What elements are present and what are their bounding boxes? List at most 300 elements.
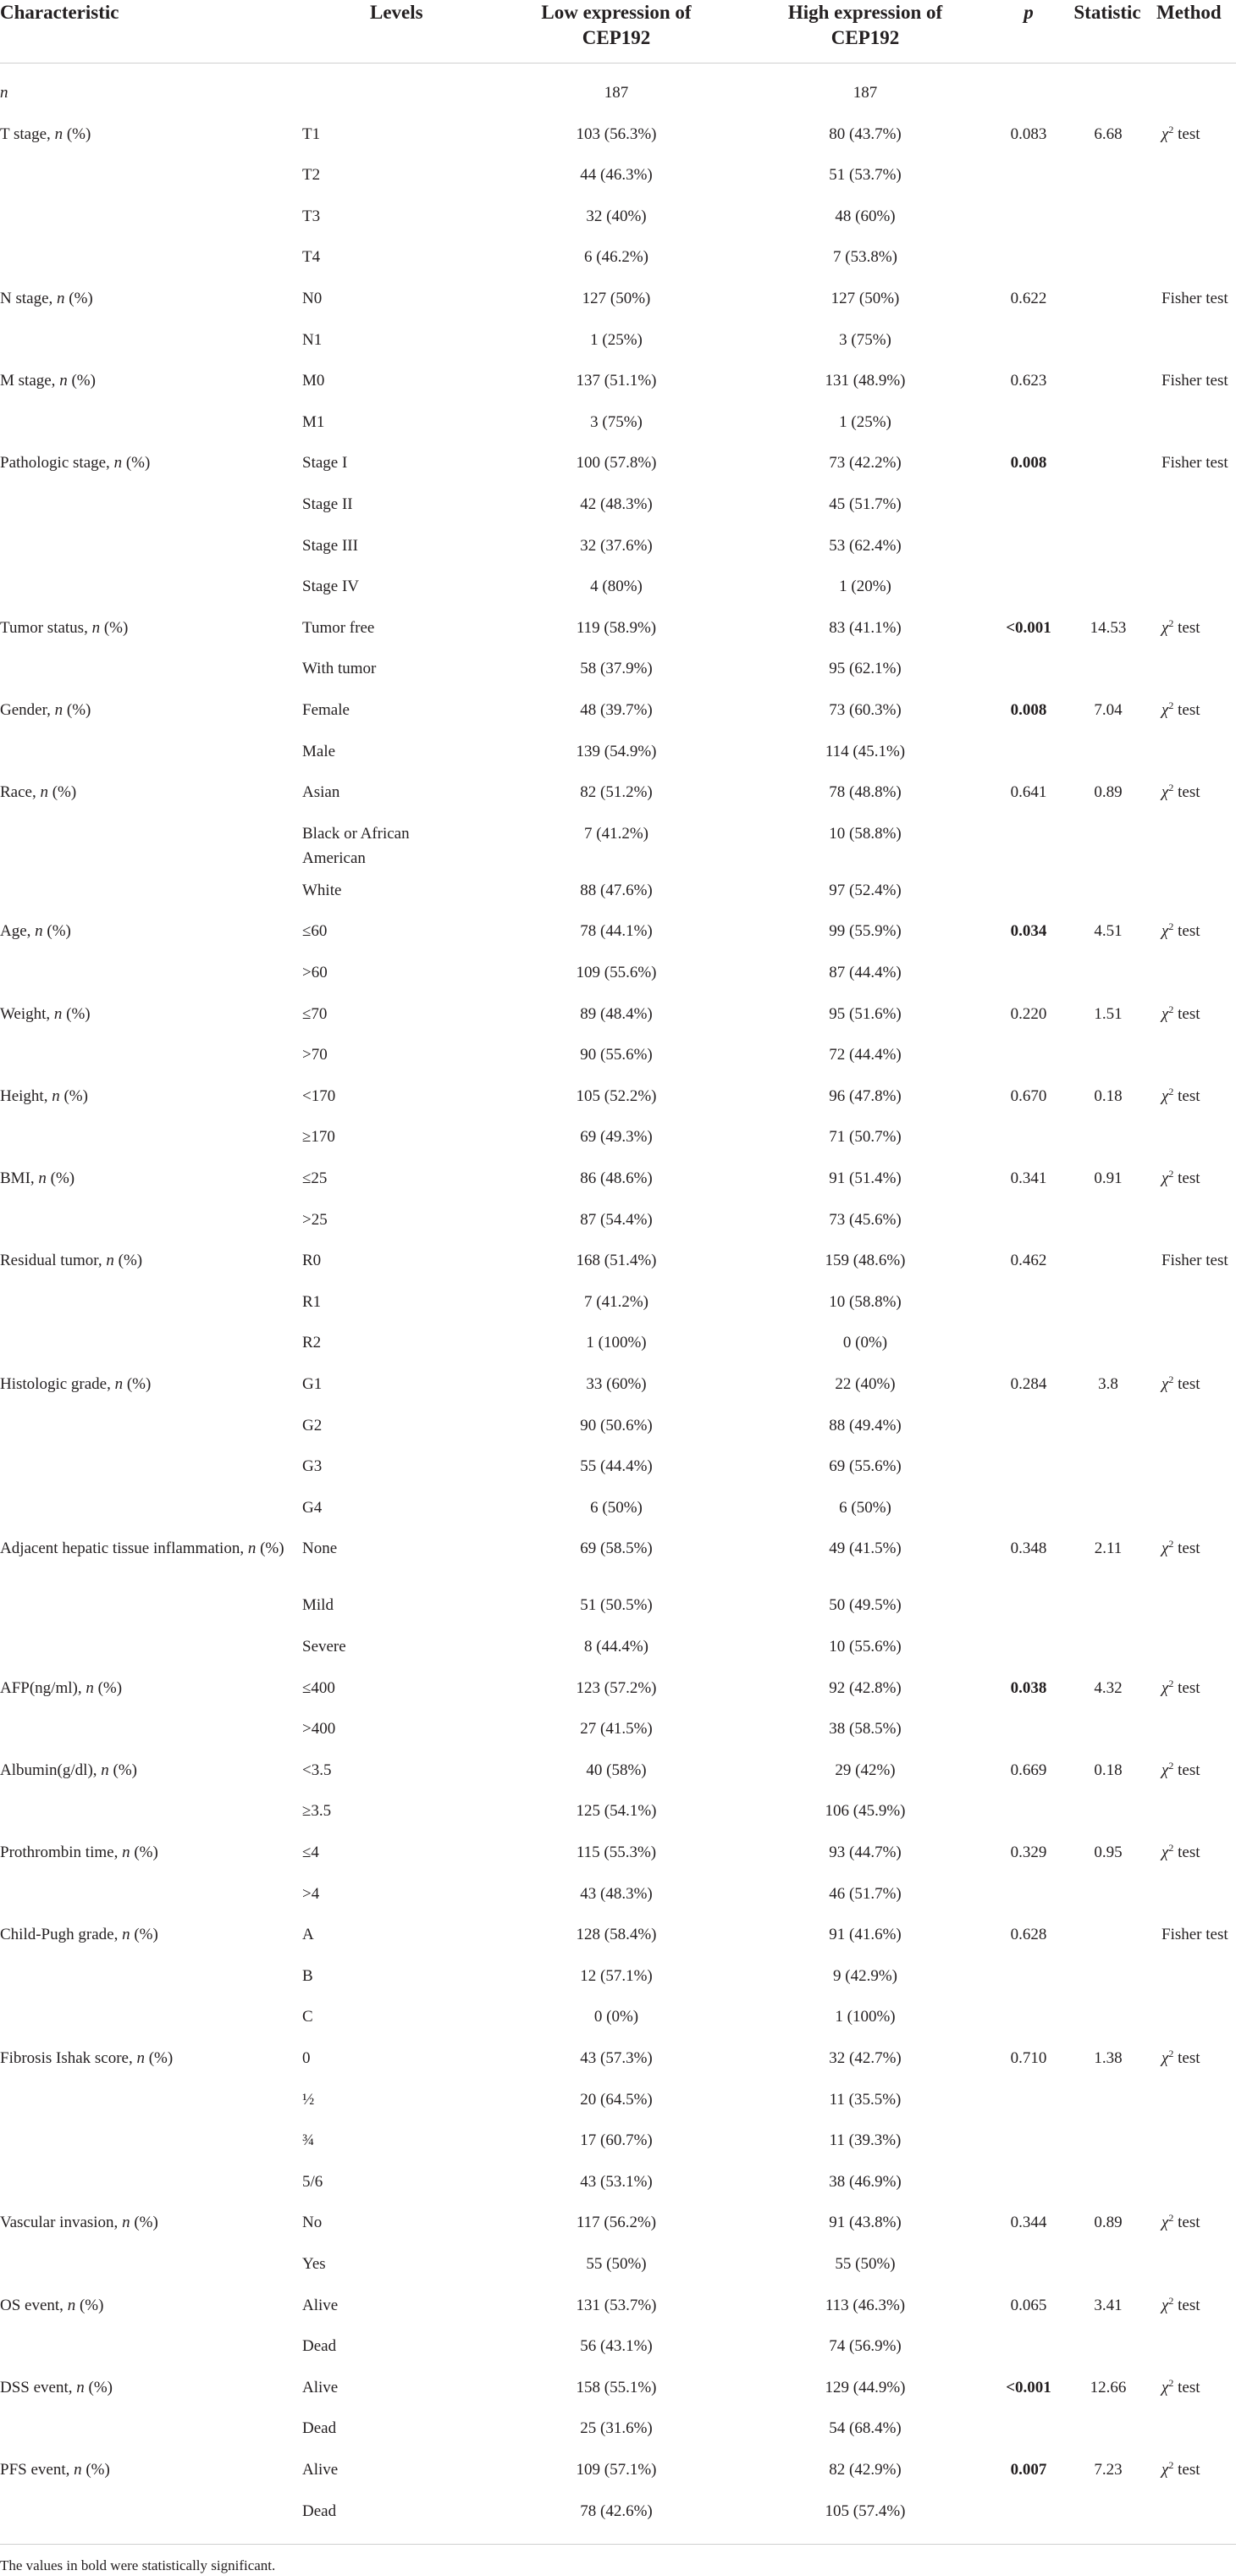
superscript-two: 2: [1168, 1085, 1174, 1097]
table-row: [0, 780, 1236, 821]
cell-level: Stage IV: [302, 578, 360, 596]
cell-level: Tumor free: [302, 618, 375, 637]
cell-high-expression: 88 (49.4%): [829, 1416, 902, 1434]
cell-statistic: 4.32: [1094, 1678, 1123, 1697]
method-label: test: [1173, 783, 1200, 802]
cell-p-value: 0.622: [1010, 290, 1047, 307]
cell-characteristic: [0, 2457, 292, 2482]
cell-statistic: 0.91: [1094, 1169, 1123, 1187]
cell-method: [1162, 2210, 1236, 2235]
cell-level: T4: [302, 248, 321, 267]
cell-low-expression: 105 (52.2%): [576, 1086, 657, 1105]
cell-p-value: 0.623: [1010, 372, 1047, 390]
cell-high-expression: 92 (42.8%): [829, 1678, 902, 1697]
bottom-rule: [0, 2544, 1236, 2545]
cell-characteristic: [0, 919, 292, 943]
cell-low-expression: 55 (50%): [586, 2255, 647, 2273]
cell-low-expression: 3 (75%): [590, 412, 643, 431]
characteristic-label: AFP(ng/ml),: [0, 1678, 86, 1697]
cell-high-expression: 71 (50.7%): [829, 1128, 902, 1147]
cell-characteristic: [0, 1084, 292, 1108]
cell-low-expression: 103 (56.3%): [576, 124, 657, 143]
cell-statistic: 7.23: [1094, 2461, 1123, 2479]
percent-suffix: (%): [144, 2049, 174, 2067]
cell-statistic: 1.51: [1094, 1004, 1123, 1023]
n-symbol: n: [40, 783, 48, 802]
cell-method: [1162, 1002, 1236, 1026]
cell-high-expression: 97 (52.4%): [829, 881, 902, 899]
percent-suffix: (%): [123, 1375, 152, 1393]
percent-suffix: (%): [130, 1926, 158, 1944]
table-row: [0, 2334, 1236, 2375]
cell-low-expression: 78 (44.1%): [580, 922, 653, 941]
method-label: test: [1173, 1844, 1200, 1861]
superscript-two: 2: [1168, 2459, 1174, 2471]
cell-p-value: <0.001: [1006, 618, 1051, 637]
cell-level: ≤70: [302, 1004, 328, 1023]
table-row: [0, 1840, 1236, 1882]
method-label: test: [1173, 1004, 1200, 1023]
cell-low-expression: 40 (58%): [586, 1761, 647, 1779]
n-symbol: n: [91, 618, 101, 637]
cell-level: 0: [302, 2049, 311, 2067]
cell-low-expression: 58 (37.9%): [580, 660, 653, 678]
cell-high-expression: 11 (35.5%): [829, 2090, 902, 2109]
cell-level: B: [302, 1966, 313, 1985]
cell-characteristic: [0, 1166, 292, 1191]
cell-level: <3.5: [302, 1761, 332, 1779]
cell-level: >70: [302, 1046, 328, 1064]
cell-p-value: 0.344: [1010, 2214, 1047, 2232]
cell-level: Black or African American: [302, 824, 410, 867]
cell-method: [1162, 122, 1236, 146]
cell-level: Female: [302, 701, 350, 719]
cell-method: Fisher test: [1162, 290, 1228, 307]
percent-suffix: (%): [67, 372, 96, 390]
cell-p-value: 0.284: [1010, 1375, 1047, 1393]
cell-p-value: 0.034: [1010, 922, 1047, 941]
cell-high-expression: 74 (56.9%): [829, 2337, 902, 2356]
cell-high-expression: 53 (62.4%): [829, 536, 902, 555]
characteristic-label: Weight,: [0, 1004, 54, 1023]
chi-symbol: χ: [1162, 1375, 1169, 1393]
table-row: [0, 919, 1236, 960]
cell-high-expression: 29 (42%): [835, 1761, 896, 1779]
table-row: [0, 1758, 1236, 1799]
cell-high-expression: 91 (51.4%): [829, 1169, 902, 1187]
table-row: [0, 2210, 1236, 2252]
characteristic-label: Pathologic stage,: [0, 454, 114, 473]
table-row: [0, 492, 1236, 533]
cell-high-expression: 113 (46.3%): [825, 2296, 906, 2314]
n-symbol: n: [74, 2461, 82, 2479]
cell-p-value: 0.007: [1010, 2461, 1047, 2479]
table-row: [0, 1125, 1236, 1166]
n-symbol: n: [122, 1926, 130, 1944]
cell-level: R0: [302, 1252, 322, 1270]
cell-low-expression: 32 (40%): [586, 207, 647, 225]
cell-high-expression: 9 (42.9%): [833, 1966, 897, 1985]
cell-high-expression: 83 (41.1%): [829, 618, 902, 637]
cell-high-expression: 0 (0%): [842, 1334, 888, 1352]
n-symbol: n: [59, 372, 68, 390]
cell-low-expression: 90 (55.6%): [580, 1046, 653, 1064]
cell-p-value: 0.641: [1010, 783, 1047, 802]
chi-symbol: χ: [1162, 922, 1169, 941]
cell-low-expression: 44 (46.3%): [580, 166, 653, 185]
cell-low-expression: 6 (46.2%): [584, 248, 648, 267]
cell-low-expression: 127 (50%): [582, 290, 651, 307]
method-label: test: [1173, 701, 1200, 719]
characteristic-label: Residual tumor,: [0, 1252, 107, 1270]
percent-suffix: (%): [100, 618, 129, 637]
table-row: [0, 1799, 1236, 1840]
percent-suffix: (%): [81, 2461, 110, 2479]
table-row: [0, 2293, 1236, 2335]
cell-low-expression: 56 (43.1%): [580, 2337, 653, 2356]
cell-high-expression: 49 (41.5%): [829, 1540, 902, 1558]
cell-low-expression: 123 (57.2%): [576, 1678, 657, 1697]
table-row: [0, 739, 1236, 781]
cell-level: A: [302, 1926, 314, 1944]
characteristic-label: BMI,: [0, 1169, 39, 1187]
cell-high-expression: 99 (55.9%): [829, 922, 902, 941]
cell-low-expression: 78 (42.6%): [580, 2501, 653, 2520]
n-symbol: n: [113, 454, 123, 473]
table-row: [0, 1882, 1236, 1923]
cell-high-expression: 187: [853, 84, 878, 102]
cell-method: [1162, 2293, 1236, 2318]
cell-low-expression: 128 (58.4%): [576, 1926, 657, 1944]
cell-low-expression: 89 (48.4%): [580, 1004, 653, 1023]
cell-statistic: 2.11: [1094, 1540, 1123, 1558]
cell-low-expression: 125 (54.1%): [576, 1802, 657, 1821]
cell-statistic: 12.66: [1090, 2378, 1127, 2396]
n-symbol: n: [67, 2296, 76, 2314]
chi-symbol: χ: [1162, 2296, 1169, 2314]
cell-high-expression: 1 (100%): [835, 2008, 896, 2026]
cell-method: [1162, 1166, 1236, 1191]
cell-level: ≥170: [302, 1128, 335, 1147]
cell-characteristic: [0, 1372, 292, 1396]
method-label: test: [1173, 2461, 1200, 2479]
superscript-two: 2: [1168, 2048, 1174, 2059]
cell-p-value: 0.083: [1010, 124, 1047, 143]
cell-high-expression: 105 (57.4%): [825, 2501, 906, 2520]
n-symbol: n: [114, 1375, 124, 1393]
method-label: test: [1173, 1086, 1200, 1105]
cell-high-expression: 87 (44.4%): [829, 964, 902, 981]
header-characteristic: Characteristic: [0, 2, 119, 23]
table-row: [0, 328, 1236, 369]
cell-low-expression: 55 (44.4%): [580, 1457, 653, 1476]
method-label: test: [1173, 2296, 1200, 2314]
n-symbol: n: [247, 1540, 257, 1558]
header-high-line2: CEP192: [830, 27, 900, 48]
superscript-two: 2: [1168, 1003, 1174, 1015]
table-row: [0, 656, 1236, 698]
cell-low-expression: 115 (55.3%): [576, 1844, 657, 1861]
cell-low-expression: 1 (25%): [590, 330, 643, 349]
percent-suffix: (%): [122, 454, 151, 473]
table-row: [0, 1495, 1236, 1537]
percent-suffix: (%): [75, 2296, 104, 2314]
superscript-two: 2: [1168, 2294, 1174, 2307]
chi-symbol: χ: [1162, 2461, 1169, 2479]
n-symbol: n: [122, 1844, 130, 1861]
cell-characteristic: [0, 286, 292, 311]
cell-level: Asian: [302, 783, 340, 802]
percent-suffix: (%): [108, 1761, 138, 1779]
cell-method: [1162, 2457, 1236, 2482]
cell-low-expression: 27 (41.5%): [580, 1720, 653, 1739]
characteristic-label: Adjacent hepatic tissue inflammation,: [0, 1540, 248, 1558]
table-row: [0, 2252, 1236, 2293]
cell-low-expression: 42 (48.3%): [580, 495, 653, 513]
cell-low-expression: 117 (56.2%): [576, 2214, 657, 2232]
superscript-two: 2: [1168, 1374, 1174, 1385]
cell-statistic: 4.51: [1094, 922, 1123, 941]
cell-method: Fisher test: [1162, 1252, 1228, 1270]
cell-level: No: [302, 2214, 323, 2232]
method-label: test: [1173, 1678, 1200, 1697]
cell-high-expression: 73 (42.2%): [829, 454, 902, 473]
cell-method: [1162, 1084, 1236, 1108]
cell-level: Male: [302, 742, 336, 760]
method-label: test: [1173, 2378, 1200, 2396]
cell-method: [1162, 1676, 1236, 1700]
cell-level: T2: [302, 166, 321, 185]
cell-level: R1: [302, 1292, 322, 1311]
cell-level: ≤60: [302, 922, 328, 941]
cell-characteristic: [0, 368, 292, 393]
cell-low-expression: 109 (55.6%): [576, 964, 657, 981]
n-symbol: n: [57, 290, 65, 307]
cell-level: >400: [302, 1720, 336, 1739]
characteristic-label: Height,: [0, 1086, 52, 1105]
characteristic-label: DSS event,: [0, 2378, 77, 2396]
cell-method: Fisher test: [1162, 372, 1228, 390]
cell-high-expression: 50 (49.5%): [829, 1596, 902, 1615]
table-row: [0, 2128, 1236, 2170]
cell-level: ≥3.5: [302, 1802, 332, 1821]
characteristic-label: Gender,: [0, 701, 55, 719]
table-row: [0, 1084, 1236, 1125]
superscript-two: 2: [1168, 1677, 1174, 1689]
cell-p-value: 0.220: [1010, 1004, 1047, 1023]
cell-low-expression: 119 (58.9%): [576, 618, 657, 637]
cell-p-value: 0.008: [1010, 454, 1047, 473]
cell-high-expression: 11 (39.3%): [829, 2131, 902, 2150]
n-symbol: n: [52, 1086, 60, 1105]
table-row: [0, 286, 1236, 328]
cell-level: N0: [302, 290, 323, 307]
header-low-line1: Low expression of: [541, 2, 692, 23]
characteristic-label: Prothrombin time,: [0, 1844, 123, 1861]
cell-high-expression: 6 (50%): [839, 1498, 891, 1517]
n-symbol: n: [122, 2214, 130, 2232]
chi-symbol: χ: [1162, 1678, 1169, 1697]
cell-level: G3: [302, 1457, 323, 1476]
cell-low-expression: 17 (60.7%): [580, 2131, 653, 2150]
cell-low-expression: 87 (54.4%): [580, 1210, 653, 1229]
table-row: [0, 1208, 1236, 1249]
cell-level: Mild: [302, 1596, 334, 1615]
cell-characteristic: [0, 1922, 292, 1947]
cell-p-value: 0.670: [1010, 1086, 1047, 1105]
table-row: [0, 163, 1236, 204]
table-row: [0, 1002, 1236, 1043]
chi-symbol: χ: [1162, 1169, 1169, 1187]
table-row: [0, 2004, 1236, 2046]
n-symbol: n: [53, 1004, 63, 1023]
table-row: [0, 1676, 1236, 1717]
table-header: [0, 0, 1236, 64]
cell-low-expression: 33 (60%): [586, 1375, 647, 1393]
superscript-two: 2: [1168, 699, 1174, 711]
percent-suffix: (%): [63, 701, 91, 719]
table-row: [0, 1716, 1236, 1758]
cell-level: Stage I: [302, 454, 348, 473]
percent-suffix: (%): [59, 1086, 88, 1105]
table-row: [0, 410, 1236, 451]
cell-level: Alive: [302, 2378, 339, 2396]
percent-suffix: (%): [46, 1169, 75, 1187]
percent-suffix: (%): [63, 124, 91, 143]
cell-high-expression: 95 (62.1%): [829, 660, 902, 678]
table-row: [0, 122, 1236, 163]
header-low-line2: CEP192: [582, 27, 651, 48]
cell-high-expression: 95 (51.6%): [829, 1004, 902, 1023]
cell-low-expression: 82 (51.2%): [580, 783, 653, 802]
cell-level: ¾: [302, 2131, 315, 2150]
cell-low-expression: 131 (53.7%): [576, 2296, 657, 2314]
cell-p-value: 0.710: [1010, 2049, 1047, 2067]
cell-low-expression: 86 (48.6%): [580, 1169, 653, 1187]
characteristic-label: PFS event,: [0, 2461, 74, 2479]
cell-p-value: 0.038: [1010, 1678, 1047, 1697]
cell-level: >60: [302, 964, 328, 981]
cell-low-expression: 69 (58.5%): [580, 1540, 653, 1558]
n-symbol: n: [35, 922, 43, 941]
cell-method: Fisher test: [1162, 454, 1228, 473]
chi-symbol: χ: [1162, 1086, 1169, 1105]
characteristic-label: Age,: [0, 922, 36, 941]
cell-level: T3: [302, 207, 321, 225]
cell-high-expression: 22 (40%): [835, 1375, 896, 1393]
cell-level: 5/6: [302, 2172, 323, 2191]
cell-characteristic: [0, 2210, 292, 2235]
method-label: test: [1173, 1761, 1200, 1779]
cell-p-value: <0.001: [1006, 2378, 1051, 2396]
superscript-two: 2: [1168, 920, 1174, 933]
chi-symbol: χ: [1162, 618, 1169, 637]
table-row: [0, 1042, 1236, 1084]
cell-high-expression: 73 (60.3%): [829, 701, 902, 719]
cell-low-expression: 187: [604, 84, 629, 102]
table-row: [0, 1634, 1236, 1676]
chi-symbol: χ: [1162, 1540, 1169, 1558]
n-symbol: n: [76, 2378, 85, 2396]
cell-level: <170: [302, 1086, 336, 1105]
characteristic-label: OS event,: [0, 2296, 68, 2314]
n-symbol: n: [101, 1761, 109, 1779]
characteristic-label: Vascular invasion,: [0, 2214, 123, 2232]
table-row: [0, 204, 1236, 246]
cell-low-expression: 43 (48.3%): [580, 1884, 653, 1903]
cell-method: Fisher test: [1162, 1926, 1228, 1944]
cell-low-expression: 6 (50%): [590, 1498, 643, 1517]
cell-characteristic: [0, 451, 292, 475]
cell-p-value: 0.669: [1010, 1761, 1047, 1779]
cell-method: [1162, 1758, 1236, 1783]
n-symbol: n: [0, 84, 8, 102]
cell-method: [1162, 2046, 1236, 2070]
cell-high-expression: 91 (41.6%): [829, 1926, 902, 1944]
percent-suffix: (%): [62, 1004, 91, 1023]
cell-level: ≤25: [302, 1169, 328, 1187]
superscript-two: 2: [1168, 616, 1174, 629]
cell-level: R2: [302, 1334, 322, 1352]
cell-low-expression: 139 (54.9%): [576, 742, 657, 760]
n-symbol: n: [38, 1169, 47, 1187]
cell-level: Severe: [302, 1638, 346, 1656]
table-row: [0, 368, 1236, 410]
percent-suffix: (%): [130, 1844, 158, 1861]
cell-low-expression: 4 (80%): [590, 578, 643, 596]
cell-level: G4: [302, 1498, 323, 1517]
table-row: [0, 533, 1236, 575]
cell-low-expression: 90 (50.6%): [580, 1416, 653, 1434]
chi-symbol: χ: [1162, 1844, 1169, 1861]
table-row: [0, 574, 1236, 616]
cell-characteristic: [0, 80, 292, 105]
method-label: test: [1173, 922, 1200, 941]
table-row: [0, 1372, 1236, 1413]
cell-low-expression: 168 (51.4%): [576, 1252, 657, 1270]
method-label: test: [1173, 1540, 1200, 1558]
cell-p-value: 0.348: [1010, 1540, 1047, 1558]
cell-characteristic: [0, 1002, 292, 1026]
table-row: [0, 2416, 1236, 2457]
cell-p-value: 0.341: [1010, 1169, 1047, 1187]
n-symbol: n: [106, 1252, 114, 1270]
cell-level: Dead: [302, 2337, 337, 2356]
cell-characteristic: [0, 2293, 292, 2318]
cell-high-expression: 159 (48.6%): [825, 1252, 906, 1270]
table-row: [0, 1166, 1236, 1208]
percent-suffix: (%): [130, 2214, 158, 2232]
table-row: [0, 1330, 1236, 1372]
cell-level: G2: [302, 1416, 323, 1434]
cell-high-expression: 1 (20%): [839, 578, 891, 596]
table-body: [0, 64, 1236, 2543]
method-label: test: [1173, 2214, 1200, 2232]
cell-level: M0: [302, 372, 325, 390]
table-row: [0, 1922, 1236, 1964]
cell-level: ≤400: [302, 1678, 335, 1697]
cell-high-expression: 54 (68.4%): [829, 2419, 902, 2438]
cell-p-value: 0.008: [1010, 701, 1047, 719]
cell-level: Yes: [302, 2255, 326, 2273]
cell-method: [1162, 780, 1236, 804]
cell-statistic: 1.38: [1094, 2049, 1123, 2067]
cell-level: Dead: [302, 2501, 337, 2520]
n-symbol: n: [136, 2049, 145, 2067]
cell-high-expression: 80 (43.7%): [829, 124, 902, 143]
cell-low-expression: 8 (44.4%): [584, 1638, 648, 1656]
cell-high-expression: 78 (48.8%): [829, 783, 902, 802]
